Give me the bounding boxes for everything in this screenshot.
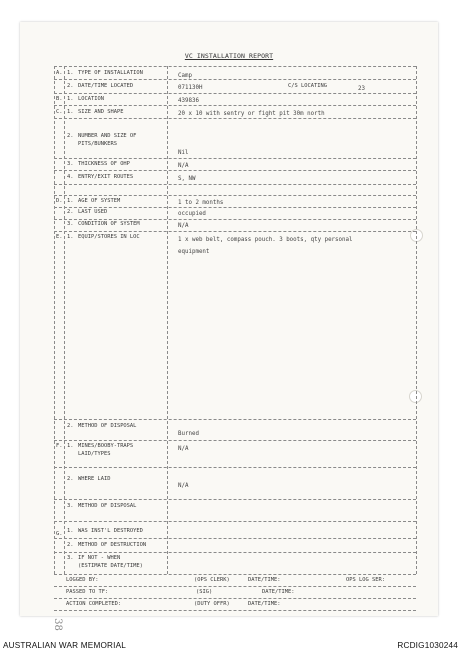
field-label-thickness-of-ohp: THICKNESS OF OHP [78,161,130,167]
date-time-label: DATE/TIME: [248,577,281,583]
field-number: 2. [67,209,74,215]
cs-locating-label: C/S LOCATING [288,83,327,89]
rule [54,184,416,185]
section-letter: A. [56,70,63,76]
field-label-estimate-date-time: (ESTIMATE DATE/TIME) [78,563,143,569]
field-label-method-of-destruction: METHOD OF DESTRUCTION [78,542,147,548]
sig-label: (SIG) [196,589,213,595]
footer-archive-name: AUSTRALIAN WAR MEMORIAL [3,641,127,650]
field-value-type-of-installation: Camp [178,73,192,79]
rule [54,499,416,500]
rule [167,66,168,574]
field-label-where-laid: WHERE LAID [78,476,111,482]
field-value-size-and-shape: 20 x 10 with sentry or fight pit 30m north [178,111,325,117]
rule [54,93,416,94]
field-number: 2. [67,476,74,482]
field-label-condition-of-system: CONDITION OF SYSTEM [78,221,140,227]
rule [54,207,416,208]
section-letter: D. [56,198,63,204]
rule [54,552,416,553]
field-number: 1. [67,109,74,115]
rule [54,170,416,171]
field-value-equip-stores-cont: equipment [178,249,210,255]
field-number: 2. [67,83,74,89]
field-label-equip-stores: EQUIP/STORES IN LOC [78,234,140,240]
field-value-thickness-of-ohp: N/A [178,163,189,169]
rule [54,79,416,80]
field-number: 1. [67,198,74,204]
rule [54,195,416,196]
date-time-label: DATE/TIME: [262,589,295,595]
rule [54,419,416,420]
rule [64,66,65,574]
field-label-if-not-when: IF NOT - WHEN [78,555,121,561]
field-number: 2. [67,542,74,548]
field-label-date-time-located: DATE/TIME LOCATED [78,83,134,89]
field-number: 2. [67,423,74,429]
field-number: 3. [67,503,74,509]
handwritten-page-number: 38 [51,618,63,631]
section-letter: E. [56,234,63,240]
field-number: 2. [67,133,74,139]
field-label-laid-types: LAID/TYPES [78,451,111,457]
field-value-condition-of-system: N/A [178,223,189,229]
action-completed-label: ACTION COMPLETED: [66,601,122,607]
field-number: 1. [67,528,74,534]
ops-log-ser-label: OPS LOG SER: [346,577,385,583]
field-value-location: 439836 [178,98,199,104]
rule [54,574,416,575]
rule [54,586,416,587]
field-value-date-time-located: 071130H [178,85,203,91]
field-number: 3. [67,555,74,561]
duty-offr-label: (DUTY OFFR) [194,601,230,607]
passed-to-label: PASSED TO TF: [66,589,109,595]
field-number: 4. [67,174,74,180]
section-letter: B. [56,96,63,102]
rule [54,158,416,159]
document-page [20,22,438,631]
field-value-last-used: occupied [178,211,206,217]
rule [54,66,55,574]
rule [54,521,416,522]
field-number: 1. [67,234,74,240]
section-letter: F. [56,443,63,449]
cs-locating-value: 23 [358,86,365,92]
footer-record-id: RCDIG1030244 [397,641,458,650]
field-label-method-of-disposal: METHOD OF DISPOSAL [78,423,137,429]
field-number: 1. [67,70,74,76]
rule [54,598,416,599]
form-title: VC INSTALLATION REPORT [184,52,274,60]
rule [54,219,416,220]
rule [54,231,416,232]
field-value-age-of-system: 1 to 2 months [178,200,224,206]
field-value-where-laid: N/A [178,483,189,489]
field-number: 3. [67,161,74,167]
field-number: 1. [67,443,74,449]
field-label-age-of-system: AGE OF SYSTEM [78,198,121,204]
rule [54,105,416,106]
field-number: 3. [67,221,74,227]
field-label-pits-bunkers: PITS/BUNKERS [78,141,117,147]
rule [54,538,416,539]
logged-by-label: LOGGED BY: [66,577,99,583]
field-value-mines-booby-traps: N/A [178,446,189,452]
field-label-type-of-installation: TYPE OF INSTALLATION [78,70,143,76]
field-value-entry-exit-routes: S, NW [178,176,196,182]
field-label-size-and-shape: SIZE AND SHAPE [78,109,124,115]
field-label-location: LOCATION [78,96,104,102]
field-value-equip-stores: 1 x web belt, compass pouch. 3 boots, qty personal [178,237,353,243]
rule [54,66,416,67]
field-label-number-and-size: NUMBER AND SIZE OF [78,133,137,139]
field-label-mines-booby-traps: MINES/BOOBY-TRAPS [78,443,134,449]
field-label-entry-exit-routes: ENTRY/EXIT ROUTES [78,174,134,180]
ops-clerk-label: (OPS CLERK) [194,577,230,583]
rule [416,66,417,574]
section-letter: G. [56,531,63,537]
section-letter: C. [56,109,63,115]
rule [54,467,416,468]
rule [54,440,416,441]
date-time-label: DATE/TIME: [248,601,281,607]
field-label-method-of-disposal-f: METHOD OF DISPOSAL [78,503,137,509]
field-label-was-instl-destroyed: WAS INST'L DESTROYED [78,528,143,534]
rule [54,610,416,611]
field-value-pits-bunkers: Nil [178,150,189,156]
field-label-last-used: LAST USED [78,209,108,215]
field-number: 1. [67,96,74,102]
field-value-method-of-disposal: Burned [178,431,199,437]
rule [54,118,416,119]
